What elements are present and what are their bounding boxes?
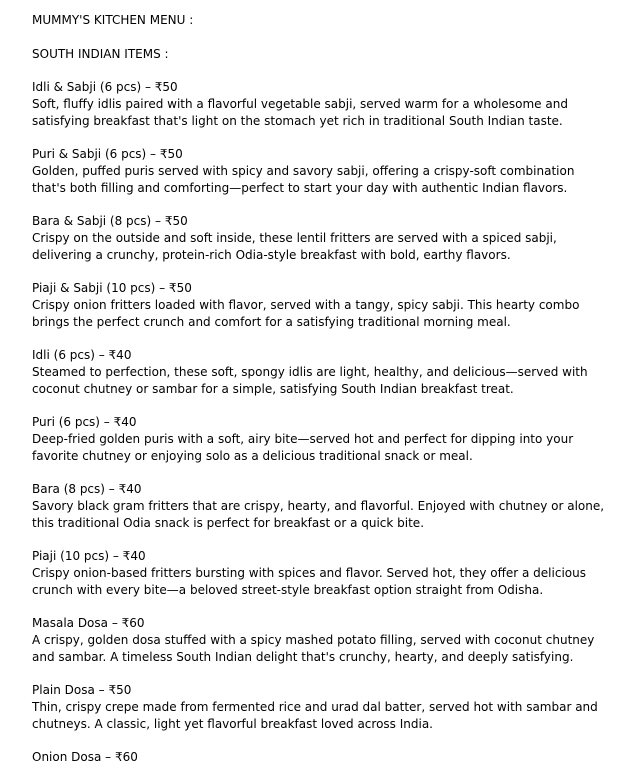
menu-item [32, 548, 612, 599]
menu-item-name: Idli & Sabji (6 pcs) – ₹50 [32, 80, 178, 94]
menu-item-description: A crispy, golden dosa stuffed with a spicy mashed potato filling, served with coconut chutney and sambar. A timeless South Indian delight that's crunchy, hearty, and deeply satisfying. [32, 633, 595, 664]
menu-item [32, 280, 612, 331]
menu-item [32, 749, 612, 766]
menu-item-name: Bara (8 pcs) – ₹40 [32, 482, 142, 496]
menu-item-name: Idli (6 pcs) – ₹40 [32, 348, 132, 362]
menu-item-description: Crispy onion-based fritters bursting with spices and flavor. Served hot, they offer a delicious crunch with every bite—a beloved street-style breakfast option straight from Odisha. [32, 566, 586, 597]
menu-item-name: Puri (6 pcs) – ₹40 [32, 415, 137, 429]
menu-item-name: Onion Dosa – ₹60 [32, 750, 138, 764]
menu-item-description: Crispy onion fritters loaded with flavor, served with a tangy, spicy sabji. This hearty combo brings the perfect crunch and comfort for a satisfying traditional morning meal. [32, 298, 580, 329]
menu-item [32, 146, 612, 197]
menu-item-description: Steamed to perfection, these soft, spongy idlis are light, healthy, and delicious—served with coconut chutney or sambar for a simple, satisfying South Indian breakfast treat. [32, 365, 588, 396]
menu-item-name: Piaji (10 pcs) – ₹40 [32, 549, 146, 563]
menu-item-description: Crispy on the outside and soft inside, these lentil fritters are served with a spiced sabji, delivering a crunchy, protein-rich Odia-style breakfast with bold, earthy flavors. [32, 231, 557, 262]
menu-item [32, 347, 612, 398]
menu-item [32, 414, 612, 465]
menu-item-description: Golden, puffed puris served with spicy and savory sabji, offering a crispy-soft combination that's both filling and comforting—perfect to start your day with authentic Indian flavors. [32, 164, 575, 195]
section-heading: SOUTH INDIAN ITEMS : [32, 47, 169, 61]
menu-item-name: Puri & Sabji (6 pcs) – ₹50 [32, 147, 183, 161]
menu-item [32, 213, 612, 264]
menu-item-description: Deep-fried golden puris with a soft, airy bite—served hot and perfect for dipping into your favorite chutney or enjoying solo as a delicious traditional snack or meal. [32, 432, 574, 463]
document-title: MUMMY'S KITCHEN MENU : [32, 13, 194, 27]
menu-item [32, 682, 612, 733]
menu-item-name: Plain Dosa – ₹50 [32, 683, 132, 697]
menu-item [32, 481, 612, 532]
menu-item [32, 615, 612, 666]
menu-item-name: Bara & Sabji (8 pcs) – ₹50 [32, 214, 188, 228]
menu-document [32, 12, 612, 782]
menu-item-description: Soft, fluffy idlis paired with a flavorful vegetable sabji, served warm for a wholesome and satisfying breakfast that's light on the stomach yet rich in traditional South Indian taste. [32, 97, 568, 128]
menu-item [32, 79, 612, 130]
menu-item-description: Thin, crispy crepe made from fermented rice and urad dal batter, served hot with sambar and chutneys. A classic, light yet flavorful breakfast loved across India. [32, 700, 598, 731]
menu-item-name: Piaji & Sabji (10 pcs) – ₹50 [32, 281, 192, 295]
menu-item-description: Savory black gram fritters that are crispy, hearty, and flavorful. Enjoyed with chutney or alone, this traditional Odia snack is perfect for breakfast or a quick bite. [32, 499, 605, 530]
menu-item-name: Masala Dosa – ₹60 [32, 616, 145, 630]
